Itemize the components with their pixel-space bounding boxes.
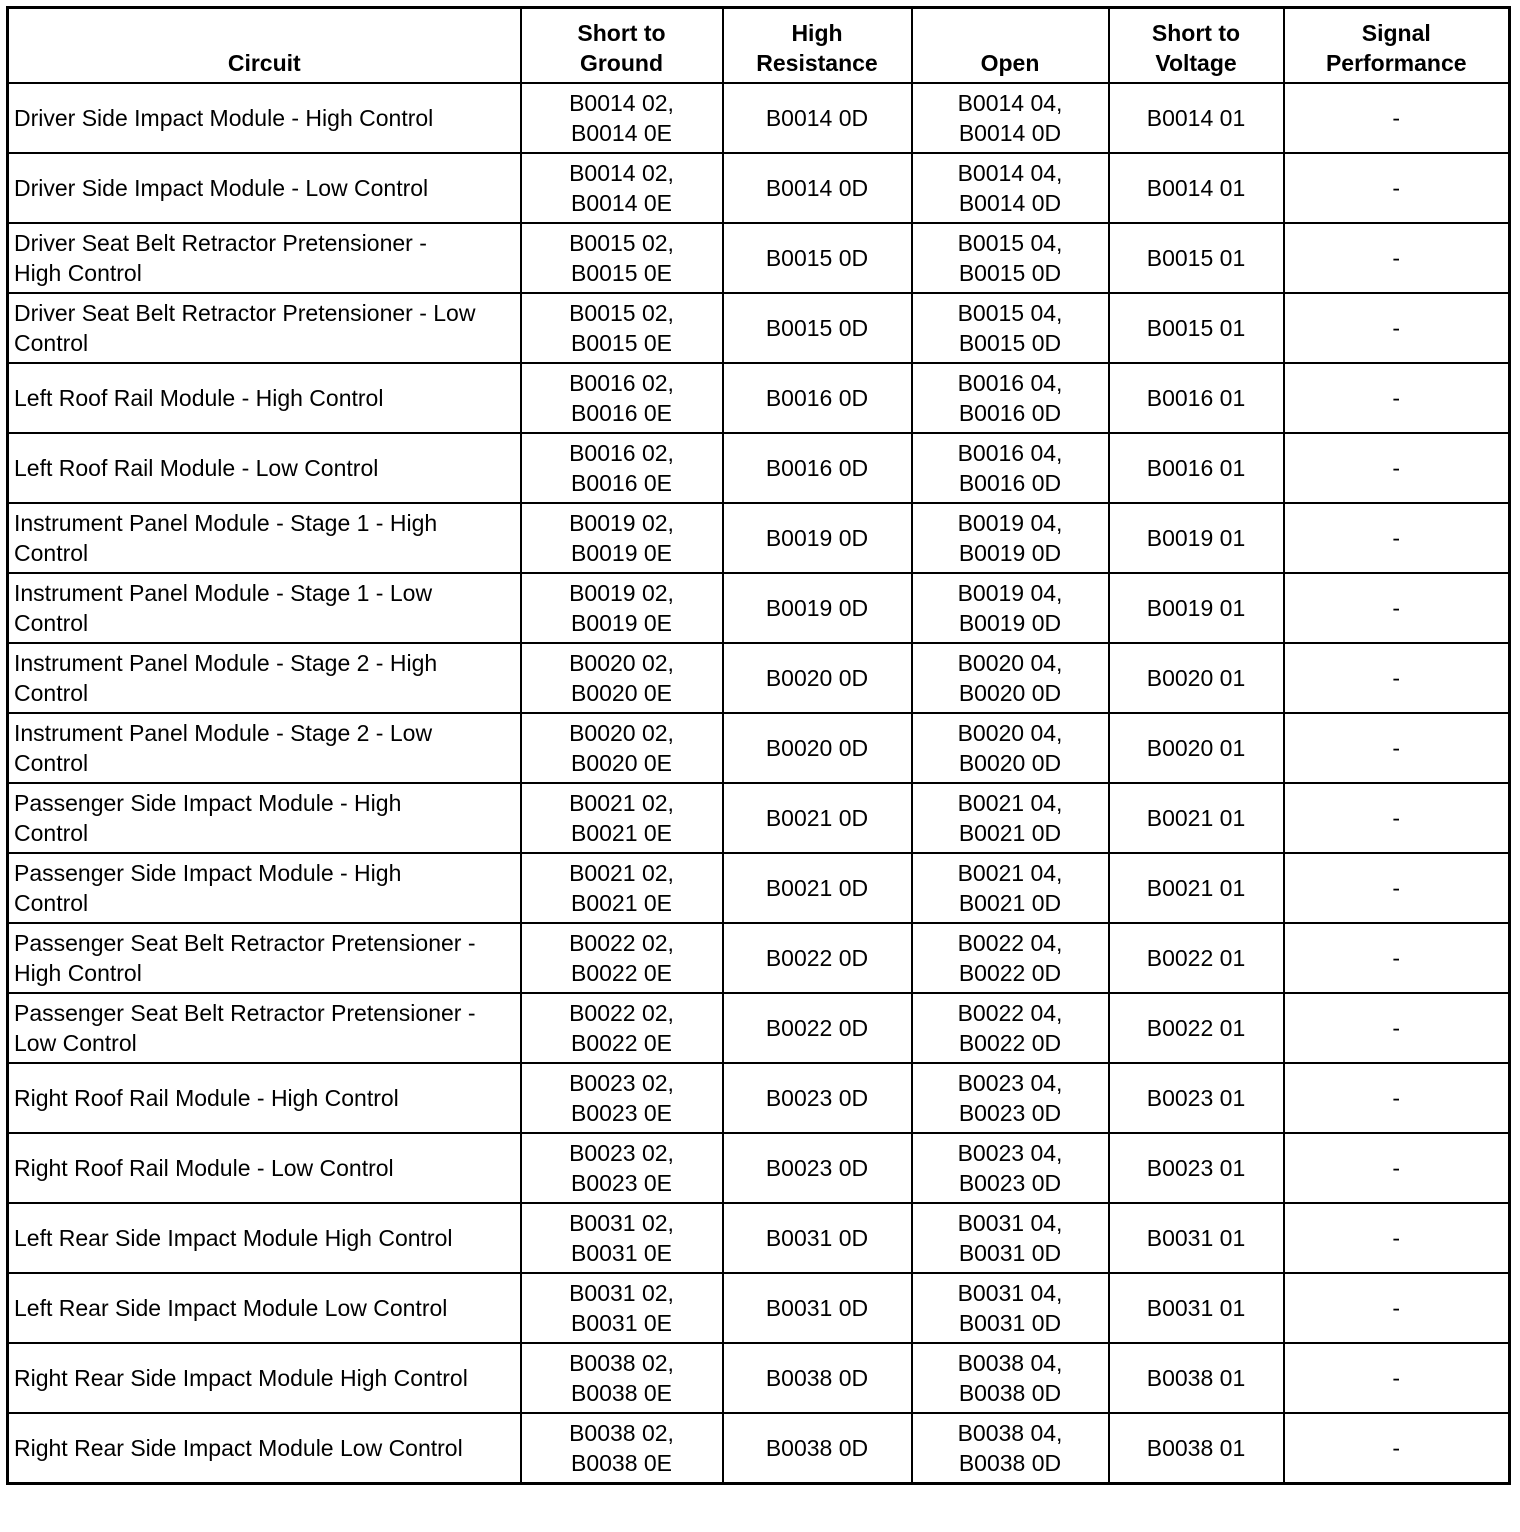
header-high-resistance-line-1: High bbox=[791, 20, 843, 46]
table-row bbox=[8, 783, 1510, 853]
short-to-ground-line: B0038 0E bbox=[570, 1450, 673, 1476]
cell-short-to-ground bbox=[521, 713, 723, 783]
cell-circuit bbox=[8, 993, 521, 1063]
cell-high-resistance: B0020 0D bbox=[723, 713, 912, 783]
short-to-ground-line: B0021 0E bbox=[570, 890, 673, 916]
short-to-ground-line: B0014 02, bbox=[569, 160, 674, 186]
cell-open bbox=[912, 643, 1109, 713]
cell-short-to-voltage: B0038 01 bbox=[1109, 1343, 1284, 1413]
cell-signal-performance: - bbox=[1284, 1063, 1510, 1133]
short-to-ground-line: B0038 0E bbox=[570, 1380, 673, 1406]
open-line: B0020 0D bbox=[958, 750, 1062, 776]
table-row bbox=[8, 1063, 1510, 1133]
open-line: B0020 04, bbox=[957, 720, 1063, 746]
circuit-line: Left Rear Side Impact Module Low Control bbox=[14, 1295, 448, 1321]
cell-high-resistance: B0031 0D bbox=[723, 1203, 912, 1273]
cell-short-to-ground bbox=[521, 83, 723, 153]
table-row bbox=[8, 853, 1510, 923]
cell-open bbox=[912, 293, 1109, 363]
circuit-line: Instrument Panel Module - Stage 2 - Low bbox=[14, 720, 433, 746]
cell-open bbox=[912, 713, 1109, 783]
short-to-ground-line: B0014 02, bbox=[569, 90, 674, 116]
open-line: B0019 04, bbox=[957, 510, 1063, 536]
open-line: B0022 04, bbox=[957, 930, 1063, 956]
short-to-ground-line: B0038 02, bbox=[569, 1420, 674, 1446]
table-body bbox=[8, 83, 1510, 1484]
short-to-ground-line: B0022 02, bbox=[569, 930, 674, 956]
open-line: B0023 0D bbox=[958, 1170, 1062, 1196]
cell-high-resistance: B0014 0D bbox=[723, 83, 912, 153]
circuit-line: Driver Seat Belt Retractor Pretensioner - Low bbox=[14, 300, 476, 326]
open-line: B0019 0D bbox=[958, 540, 1062, 566]
cell-signal-performance: - bbox=[1284, 153, 1510, 223]
open-line: B0022 0D bbox=[958, 960, 1062, 986]
circuit-line: Control bbox=[14, 680, 89, 706]
circuit-line: Left Roof Rail Module - High Control bbox=[14, 385, 384, 411]
circuit-line: Left Rear Side Impact Module High Control bbox=[14, 1225, 453, 1251]
table-row bbox=[8, 1413, 1510, 1484]
cell-short-to-voltage: B0014 01 bbox=[1109, 153, 1284, 223]
cell-open bbox=[912, 783, 1109, 853]
cell-signal-performance: - bbox=[1284, 1133, 1510, 1203]
cell-signal-performance: - bbox=[1284, 223, 1510, 293]
cell-short-to-ground bbox=[521, 223, 723, 293]
short-to-ground-line: B0019 02, bbox=[569, 580, 674, 606]
circuit-line: Control bbox=[14, 330, 89, 356]
cell-short-to-voltage: B0020 01 bbox=[1109, 713, 1284, 783]
table-row bbox=[8, 223, 1510, 293]
open-line: B0015 04, bbox=[957, 230, 1063, 256]
cell-short-to-voltage: B0031 01 bbox=[1109, 1203, 1284, 1273]
header-high-resistance-line-2: Resistance bbox=[756, 50, 878, 76]
table-row bbox=[8, 713, 1510, 783]
circuit-line: Control bbox=[14, 750, 89, 776]
short-to-ground-line: B0021 0E bbox=[570, 820, 673, 846]
cell-signal-performance: - bbox=[1284, 993, 1510, 1063]
cell-circuit bbox=[8, 363, 521, 433]
header-high-resistance bbox=[723, 8, 912, 84]
open-line: B0031 04, bbox=[957, 1280, 1063, 1306]
cell-short-to-voltage: B0023 01 bbox=[1109, 1133, 1284, 1203]
table-row bbox=[8, 503, 1510, 573]
cell-short-to-ground bbox=[521, 1343, 723, 1413]
open-line: B0014 0D bbox=[958, 120, 1062, 146]
cell-open bbox=[912, 853, 1109, 923]
cell-open bbox=[912, 223, 1109, 293]
cell-short-to-voltage: B0021 01 bbox=[1109, 853, 1284, 923]
table-row bbox=[8, 643, 1510, 713]
open-line: B0023 0D bbox=[958, 1100, 1062, 1126]
circuit-line: Left Roof Rail Module - Low Control bbox=[14, 455, 379, 481]
circuit-line: Instrument Panel Module - Stage 1 - High bbox=[14, 510, 438, 536]
cell-short-to-voltage: B0019 01 bbox=[1109, 503, 1284, 573]
cell-high-resistance: B0019 0D bbox=[723, 573, 912, 643]
circuit-line: Control bbox=[14, 890, 89, 916]
cell-circuit bbox=[8, 293, 521, 363]
cell-circuit bbox=[8, 223, 521, 293]
circuit-line: Passenger Seat Belt Retractor Pretensioner - bbox=[14, 930, 476, 956]
short-to-ground-line: B0015 0E bbox=[570, 260, 673, 286]
circuit-line: Driver Side Impact Module - Low Control bbox=[14, 175, 429, 201]
header-short-to-voltage-line-1: Short to bbox=[1151, 20, 1241, 46]
circuit-line: Passenger Seat Belt Retractor Pretensioner - bbox=[14, 1000, 476, 1026]
short-to-ground-line: B0023 02, bbox=[569, 1070, 674, 1096]
cell-circuit bbox=[8, 923, 521, 993]
header-short-to-ground bbox=[521, 8, 723, 84]
circuit-line: Control bbox=[14, 540, 89, 566]
header-circuit-line: Circuit bbox=[227, 50, 301, 76]
cell-high-resistance: B0023 0D bbox=[723, 1063, 912, 1133]
open-line: B0021 04, bbox=[957, 790, 1063, 816]
cell-short-to-ground bbox=[521, 153, 723, 223]
table-row bbox=[8, 923, 1510, 993]
cell-short-to-ground bbox=[521, 1273, 723, 1343]
cell-high-resistance: B0015 0D bbox=[723, 223, 912, 293]
cell-open bbox=[912, 1343, 1109, 1413]
cell-short-to-voltage: B0016 01 bbox=[1109, 433, 1284, 503]
open-line: B0019 04, bbox=[957, 580, 1063, 606]
table-row bbox=[8, 1203, 1510, 1273]
table-row bbox=[8, 363, 1510, 433]
cell-open bbox=[912, 1063, 1109, 1133]
cell-open bbox=[912, 1273, 1109, 1343]
short-to-ground-line: B0014 0E bbox=[570, 120, 673, 146]
open-line: B0014 04, bbox=[957, 160, 1063, 186]
cell-short-to-voltage: B0038 01 bbox=[1109, 1413, 1284, 1484]
open-line: B0038 0D bbox=[958, 1380, 1062, 1406]
cell-short-to-ground bbox=[521, 1133, 723, 1203]
cell-circuit bbox=[8, 573, 521, 643]
open-line: B0021 0D bbox=[958, 890, 1062, 916]
circuit-line: Driver Side Impact Module - High Control bbox=[14, 105, 434, 131]
header-signal-performance-line-2: Performance bbox=[1325, 50, 1467, 76]
cell-short-to-ground bbox=[521, 433, 723, 503]
circuit-line: Instrument Panel Module - Stage 1 - Low bbox=[14, 580, 433, 606]
open-line: B0014 0D bbox=[958, 190, 1062, 216]
cell-signal-performance: - bbox=[1284, 783, 1510, 853]
circuit-line: Driver Seat Belt Retractor Pretensioner - bbox=[14, 230, 427, 256]
cell-open bbox=[912, 1413, 1109, 1484]
open-line: B0020 0D bbox=[958, 680, 1062, 706]
cell-signal-performance: - bbox=[1284, 1343, 1510, 1413]
open-line: B0015 0D bbox=[958, 330, 1062, 356]
open-line: B0015 04, bbox=[957, 300, 1063, 326]
table-row bbox=[8, 573, 1510, 643]
open-line: B0023 04, bbox=[957, 1140, 1063, 1166]
cell-circuit bbox=[8, 83, 521, 153]
cell-short-to-ground bbox=[521, 853, 723, 923]
short-to-ground-line: B0016 0E bbox=[570, 470, 673, 496]
table-row bbox=[8, 293, 1510, 363]
circuit-line: Passenger Side Impact Module - High bbox=[14, 790, 402, 816]
open-line: B0031 0D bbox=[958, 1310, 1062, 1336]
open-line: B0038 0D bbox=[958, 1450, 1062, 1476]
open-line: B0031 04, bbox=[957, 1210, 1063, 1236]
cell-short-to-ground bbox=[521, 643, 723, 713]
header-signal-performance bbox=[1284, 8, 1510, 84]
cell-circuit bbox=[8, 153, 521, 223]
open-line: B0016 04, bbox=[957, 370, 1063, 396]
circuit-line: Right Rear Side Impact Module High Control bbox=[14, 1365, 468, 1391]
open-line: B0022 0D bbox=[958, 1030, 1062, 1056]
cell-circuit bbox=[8, 643, 521, 713]
cell-short-to-ground bbox=[521, 923, 723, 993]
cell-signal-performance: - bbox=[1284, 1203, 1510, 1273]
cell-signal-performance: - bbox=[1284, 923, 1510, 993]
cell-circuit bbox=[8, 1063, 521, 1133]
open-line: B0020 04, bbox=[957, 650, 1063, 676]
short-to-ground-line: B0021 02, bbox=[569, 860, 674, 886]
circuit-line: High Control bbox=[14, 960, 142, 986]
cell-high-resistance: B0022 0D bbox=[723, 993, 912, 1063]
short-to-ground-line: B0031 02, bbox=[569, 1210, 674, 1236]
cell-open bbox=[912, 503, 1109, 573]
circuit-line: Right Roof Rail Module - Low Control bbox=[14, 1155, 394, 1181]
open-line: B0016 0D bbox=[958, 470, 1062, 496]
cell-high-resistance: B0020 0D bbox=[723, 643, 912, 713]
short-to-ground-line: B0020 02, bbox=[569, 650, 674, 676]
cell-circuit bbox=[8, 433, 521, 503]
short-to-ground-line: B0016 0E bbox=[570, 400, 673, 426]
cell-high-resistance: B0016 0D bbox=[723, 363, 912, 433]
short-to-ground-line: B0021 02, bbox=[569, 790, 674, 816]
cell-circuit bbox=[8, 783, 521, 853]
header-open bbox=[912, 8, 1109, 84]
cell-open bbox=[912, 923, 1109, 993]
open-line: B0023 04, bbox=[957, 1070, 1063, 1096]
short-to-ground-line: B0023 0E bbox=[570, 1100, 673, 1126]
cell-circuit bbox=[8, 853, 521, 923]
short-to-ground-line: B0022 0E bbox=[570, 1030, 673, 1056]
cell-short-to-voltage: B0015 01 bbox=[1109, 223, 1284, 293]
open-line: B0031 0D bbox=[958, 1240, 1062, 1266]
open-line: B0021 04, bbox=[957, 860, 1063, 886]
cell-short-to-ground bbox=[521, 1413, 723, 1484]
cell-signal-performance: - bbox=[1284, 643, 1510, 713]
cell-signal-performance: - bbox=[1284, 503, 1510, 573]
cell-circuit bbox=[8, 503, 521, 573]
cell-circuit bbox=[8, 1273, 521, 1343]
table-row bbox=[8, 1273, 1510, 1343]
cell-high-resistance: B0022 0D bbox=[723, 923, 912, 993]
cell-open bbox=[912, 153, 1109, 223]
cell-high-resistance: B0015 0D bbox=[723, 293, 912, 363]
open-line: B0019 0D bbox=[958, 610, 1062, 636]
circuit-line: Right Rear Side Impact Module Low Control bbox=[14, 1435, 463, 1461]
cell-high-resistance: B0031 0D bbox=[723, 1273, 912, 1343]
cell-circuit bbox=[8, 1203, 521, 1273]
table-row bbox=[8, 1133, 1510, 1203]
open-line: B0015 0D bbox=[958, 260, 1062, 286]
cell-high-resistance: B0021 0D bbox=[723, 783, 912, 853]
cell-signal-performance: - bbox=[1284, 853, 1510, 923]
short-to-ground-line: B0031 0E bbox=[570, 1310, 673, 1336]
header-row bbox=[8, 8, 1510, 84]
cell-high-resistance: B0014 0D bbox=[723, 153, 912, 223]
cell-open bbox=[912, 83, 1109, 153]
short-to-ground-line: B0020 0E bbox=[570, 750, 673, 776]
dtc-table bbox=[6, 6, 1511, 1485]
open-line: B0021 0D bbox=[958, 820, 1062, 846]
cell-short-to-ground bbox=[521, 573, 723, 643]
cell-open bbox=[912, 1203, 1109, 1273]
cell-signal-performance: - bbox=[1284, 713, 1510, 783]
header-short-to-ground-line-1: Short to bbox=[577, 20, 666, 46]
header-circuit bbox=[8, 8, 521, 84]
circuit-line: Instrument Panel Module - Stage 2 - High bbox=[14, 650, 438, 676]
circuit-line: Right Roof Rail Module - High Control bbox=[14, 1085, 399, 1111]
short-to-ground-line: B0019 02, bbox=[569, 510, 674, 536]
cell-high-resistance: B0016 0D bbox=[723, 433, 912, 503]
cell-open bbox=[912, 363, 1109, 433]
cell-short-to-voltage: B0022 01 bbox=[1109, 993, 1284, 1063]
cell-short-to-ground bbox=[521, 1063, 723, 1133]
cell-open bbox=[912, 993, 1109, 1063]
short-to-ground-line: B0038 02, bbox=[569, 1350, 674, 1376]
short-to-ground-line: B0023 0E bbox=[570, 1170, 673, 1196]
cell-short-to-ground bbox=[521, 293, 723, 363]
short-to-ground-line: B0031 02, bbox=[569, 1280, 674, 1306]
cell-signal-performance: - bbox=[1284, 1413, 1510, 1484]
cell-high-resistance: B0023 0D bbox=[723, 1133, 912, 1203]
cell-short-to-voltage: B0021 01 bbox=[1109, 783, 1284, 853]
open-line: B0014 04, bbox=[957, 90, 1063, 116]
header-signal-performance-line-1: Signal bbox=[1361, 20, 1431, 46]
cell-signal-performance: - bbox=[1284, 1273, 1510, 1343]
cell-circuit bbox=[8, 1413, 521, 1484]
cell-signal-performance: - bbox=[1284, 433, 1510, 503]
cell-circuit bbox=[8, 1343, 521, 1413]
cell-short-to-ground bbox=[521, 993, 723, 1063]
cell-short-to-voltage: B0019 01 bbox=[1109, 573, 1284, 643]
cell-high-resistance: B0021 0D bbox=[723, 853, 912, 923]
table-row bbox=[8, 433, 1510, 503]
short-to-ground-line: B0015 02, bbox=[569, 230, 674, 256]
cell-short-to-voltage: B0020 01 bbox=[1109, 643, 1284, 713]
cell-signal-performance: - bbox=[1284, 293, 1510, 363]
cell-signal-performance: - bbox=[1284, 363, 1510, 433]
cell-short-to-voltage: B0022 01 bbox=[1109, 923, 1284, 993]
circuit-line: Passenger Side Impact Module - High bbox=[14, 860, 402, 886]
open-line: B0038 04, bbox=[957, 1350, 1063, 1376]
short-to-ground-line: B0022 0E bbox=[570, 960, 673, 986]
circuit-line: Low Control bbox=[14, 1030, 137, 1056]
cell-short-to-voltage: B0016 01 bbox=[1109, 363, 1284, 433]
short-to-ground-line: B0019 0E bbox=[570, 540, 673, 566]
header-short-to-voltage-line-2: Voltage bbox=[1155, 50, 1237, 76]
table-row bbox=[8, 153, 1510, 223]
cell-short-to-ground bbox=[521, 1203, 723, 1273]
cell-signal-performance: - bbox=[1284, 83, 1510, 153]
cell-short-to-ground bbox=[521, 503, 723, 573]
short-to-ground-line: B0016 02, bbox=[569, 440, 674, 466]
cell-high-resistance: B0019 0D bbox=[723, 503, 912, 573]
cell-open bbox=[912, 1133, 1109, 1203]
cell-high-resistance: B0038 0D bbox=[723, 1343, 912, 1413]
header-short-to-voltage bbox=[1109, 8, 1284, 84]
table-row bbox=[8, 83, 1510, 153]
cell-short-to-voltage: B0023 01 bbox=[1109, 1063, 1284, 1133]
cell-open bbox=[912, 433, 1109, 503]
table-row bbox=[8, 1343, 1510, 1413]
cell-circuit bbox=[8, 713, 521, 783]
open-line: B0016 04, bbox=[957, 440, 1063, 466]
cell-signal-performance: - bbox=[1284, 573, 1510, 643]
open-line: B0022 04, bbox=[957, 1000, 1063, 1026]
open-line: B0038 04, bbox=[957, 1420, 1063, 1446]
short-to-ground-line: B0020 0E bbox=[570, 680, 673, 706]
cell-short-to-voltage: B0015 01 bbox=[1109, 293, 1284, 363]
circuit-line: Control bbox=[14, 820, 89, 846]
short-to-ground-line: B0023 02, bbox=[569, 1140, 674, 1166]
short-to-ground-line: B0015 02, bbox=[569, 300, 674, 326]
short-to-ground-line: B0022 02, bbox=[569, 1000, 674, 1026]
short-to-ground-line: B0015 0E bbox=[570, 330, 673, 356]
circuit-line: High Control bbox=[14, 260, 142, 286]
cell-short-to-voltage: B0014 01 bbox=[1109, 83, 1284, 153]
cell-open bbox=[912, 573, 1109, 643]
short-to-ground-line: B0016 02, bbox=[569, 370, 674, 396]
cell-short-to-voltage: B0031 01 bbox=[1109, 1273, 1284, 1343]
header-open-line: Open bbox=[980, 50, 1040, 76]
short-to-ground-line: B0031 0E bbox=[570, 1240, 673, 1266]
cell-high-resistance: B0038 0D bbox=[723, 1413, 912, 1484]
short-to-ground-line: B0019 0E bbox=[570, 610, 673, 636]
header-short-to-ground-line-2: Ground bbox=[579, 50, 664, 76]
table-header bbox=[8, 8, 1510, 84]
cell-short-to-ground bbox=[521, 783, 723, 853]
short-to-ground-line: B0014 0E bbox=[570, 190, 673, 216]
circuit-line: Control bbox=[14, 610, 89, 636]
cell-circuit bbox=[8, 1133, 521, 1203]
short-to-ground-line: B0020 02, bbox=[569, 720, 674, 746]
cell-short-to-ground bbox=[521, 363, 723, 433]
table-row bbox=[8, 993, 1510, 1063]
open-line: B0016 0D bbox=[958, 400, 1062, 426]
